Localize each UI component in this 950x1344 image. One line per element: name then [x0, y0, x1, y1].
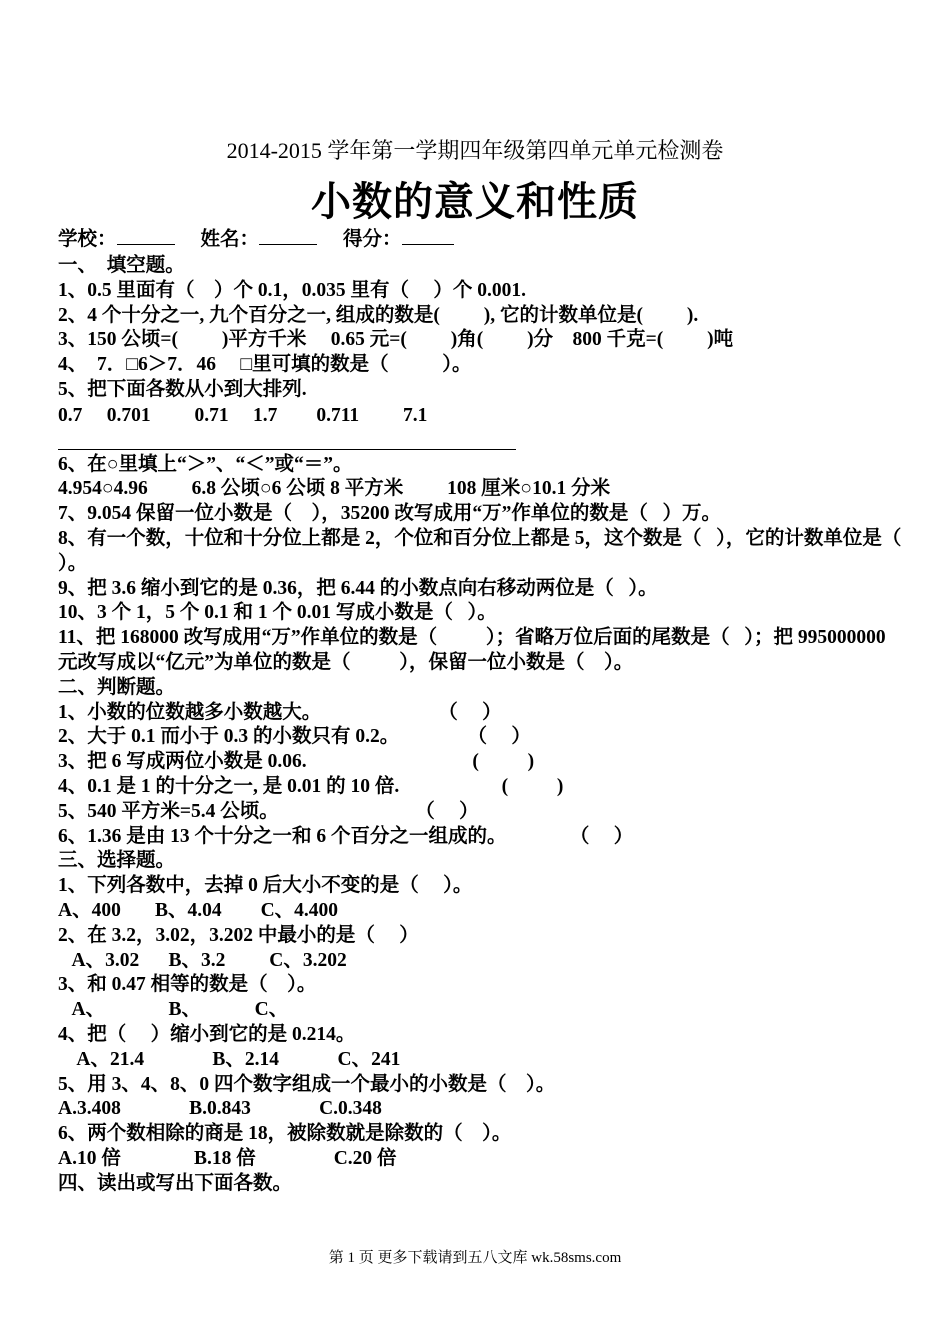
school-label: 学校：: [58, 229, 117, 250]
question-1-6: 6、在○里填上“＞”、“＜”或“＝”。: [58, 453, 353, 475]
section-heading-choice: 三、选择题。: [58, 850, 176, 872]
question-3-2: 2、在 3.2，3.02，3.202 中最小的是（ ）: [58, 924, 419, 946]
section-heading-fill-in: 一、 填空题。: [58, 255, 185, 276]
question-1-2: 2、4 个十分之一, 九个百分之一, 组成的数是( ), 它的计数单位是( ).: [58, 304, 699, 326]
answer-line: [58, 429, 908, 453]
options-3-2: A、3.02 B、3.2 C、3.202: [58, 949, 347, 971]
section-heading-judgement: 二、判断题。: [58, 676, 176, 698]
question-1-8: 8、有一个数，十位和十分位上都是 2，个位和百分位上都是 5，这个数是（ ），它的计数单位是（ ）。: [58, 527, 936, 574]
question-3-5: 5、用 3、4、8、0 四个数字组成一个最小的小数是（ ）。: [58, 1073, 556, 1095]
question-2-2: 2、大于 0.1 而小于 0.3 的小数只有 0.2。 （ ）: [58, 726, 531, 748]
score-label: 得分：: [343, 229, 402, 250]
question-1-4: 4、 7．□6＞7．46 □里可填的数是（ ）。: [58, 354, 472, 376]
question-3-3: 3、和 0.47 相等的数是（ ）。: [58, 974, 317, 996]
page-footer: 第 1 页 更多下载请到五八文库 wk.58sms.com: [328, 1250, 622, 1266]
school-blank: [117, 226, 175, 245]
score-blank: [402, 226, 454, 245]
question-1-9: 9、把 3.6 缩小到它的是 0.36，把 6.44 的小数点向右移动两位是（ ）。: [58, 577, 658, 599]
student-info-row: [58, 226, 908, 254]
question-1-7: 7、9.054 保留一位小数是（ ），35200 改写成用“万”作单位的数是（ ）万。: [58, 503, 722, 525]
question-3-1: 1、下列各数中，去掉 0 后大小不变的是（ ）。: [58, 875, 473, 897]
options-3-6: A.10 倍 B.18 倍 C.20 倍: [58, 1147, 397, 1169]
question-2-3: 3、把 6 写成两位小数是 0.06. ( ): [58, 751, 535, 773]
name-label: 姓名：: [200, 229, 260, 250]
number-list: 0.7 0.701 0.71 1.7 0.711 7.1: [58, 404, 428, 426]
exam-title: 小数的意义和性质: [311, 179, 639, 224]
question-1-6-compare: 4.954○4.96 6.8 公顷○6 公顷 8 平方米 108 厘米○10.1 分米: [58, 478, 611, 500]
exam-subtitle: 2014-2015 学年第一学期四年级第四单元单元检测卷: [226, 138, 724, 163]
options-3-5: A.3.408 B.0.843 C.0.348: [58, 1098, 382, 1120]
exam-content: [58, 226, 936, 1196]
question-3-6: 6、两个数相除的商是 18，被除数就是除数的（ ）。: [58, 1123, 512, 1145]
section-heading-read-write: 四、读出或写出下面各数。: [58, 1172, 293, 1194]
question-1-1: 1、0.5 里面有（ ）个 0.1，0.035 里有（ ）个 0.001.: [58, 279, 527, 301]
answer-underline: [58, 449, 516, 450]
question-2-1: 1、小数的位数越多小数越大。 （ ）: [58, 701, 502, 723]
question-2-4: 4、0.1 是 1 的十分之一, 是 0.01 的 10 倍. ( ): [58, 775, 564, 797]
question-1-3: 3、150 公顷=( )平方千米 0.65 元=( )角( )分 800 千克=( )吨: [58, 329, 734, 351]
options-3-3: A、 B、 C、: [58, 999, 289, 1021]
question-2-6: 6、1.36 是由 13 个十分之一和 6 个百分之一组成的。 （ ）: [58, 825, 634, 847]
question-3-4: 4、把（ ）缩小到它的是 0.214。: [58, 1023, 356, 1045]
question-1-11: 11、把 168000 改写成用“万”作单位的数是（ ）；省略万位后面的尾数是（ ）；把 995000000 元改写成以“亿元”为单位的数是（ ），保留一位小数是（ ）。: [58, 627, 891, 673]
options-3-4: A、21.4 B、2.14 C、241: [58, 1048, 401, 1070]
question-1-10: 10、3 个 1，5 个 0.1 和 1 个 0.01 写成小数是（ ）。: [58, 602, 497, 624]
question-2-5: 5、540 平方米=5.4 公顷。 （ ）: [58, 800, 479, 822]
options-3-1: A、400 B、4.04 C、4.400: [58, 899, 339, 921]
question-1-5: 5、把下面各数从小到大排列.: [58, 378, 307, 400]
name-blank: [259, 226, 317, 245]
